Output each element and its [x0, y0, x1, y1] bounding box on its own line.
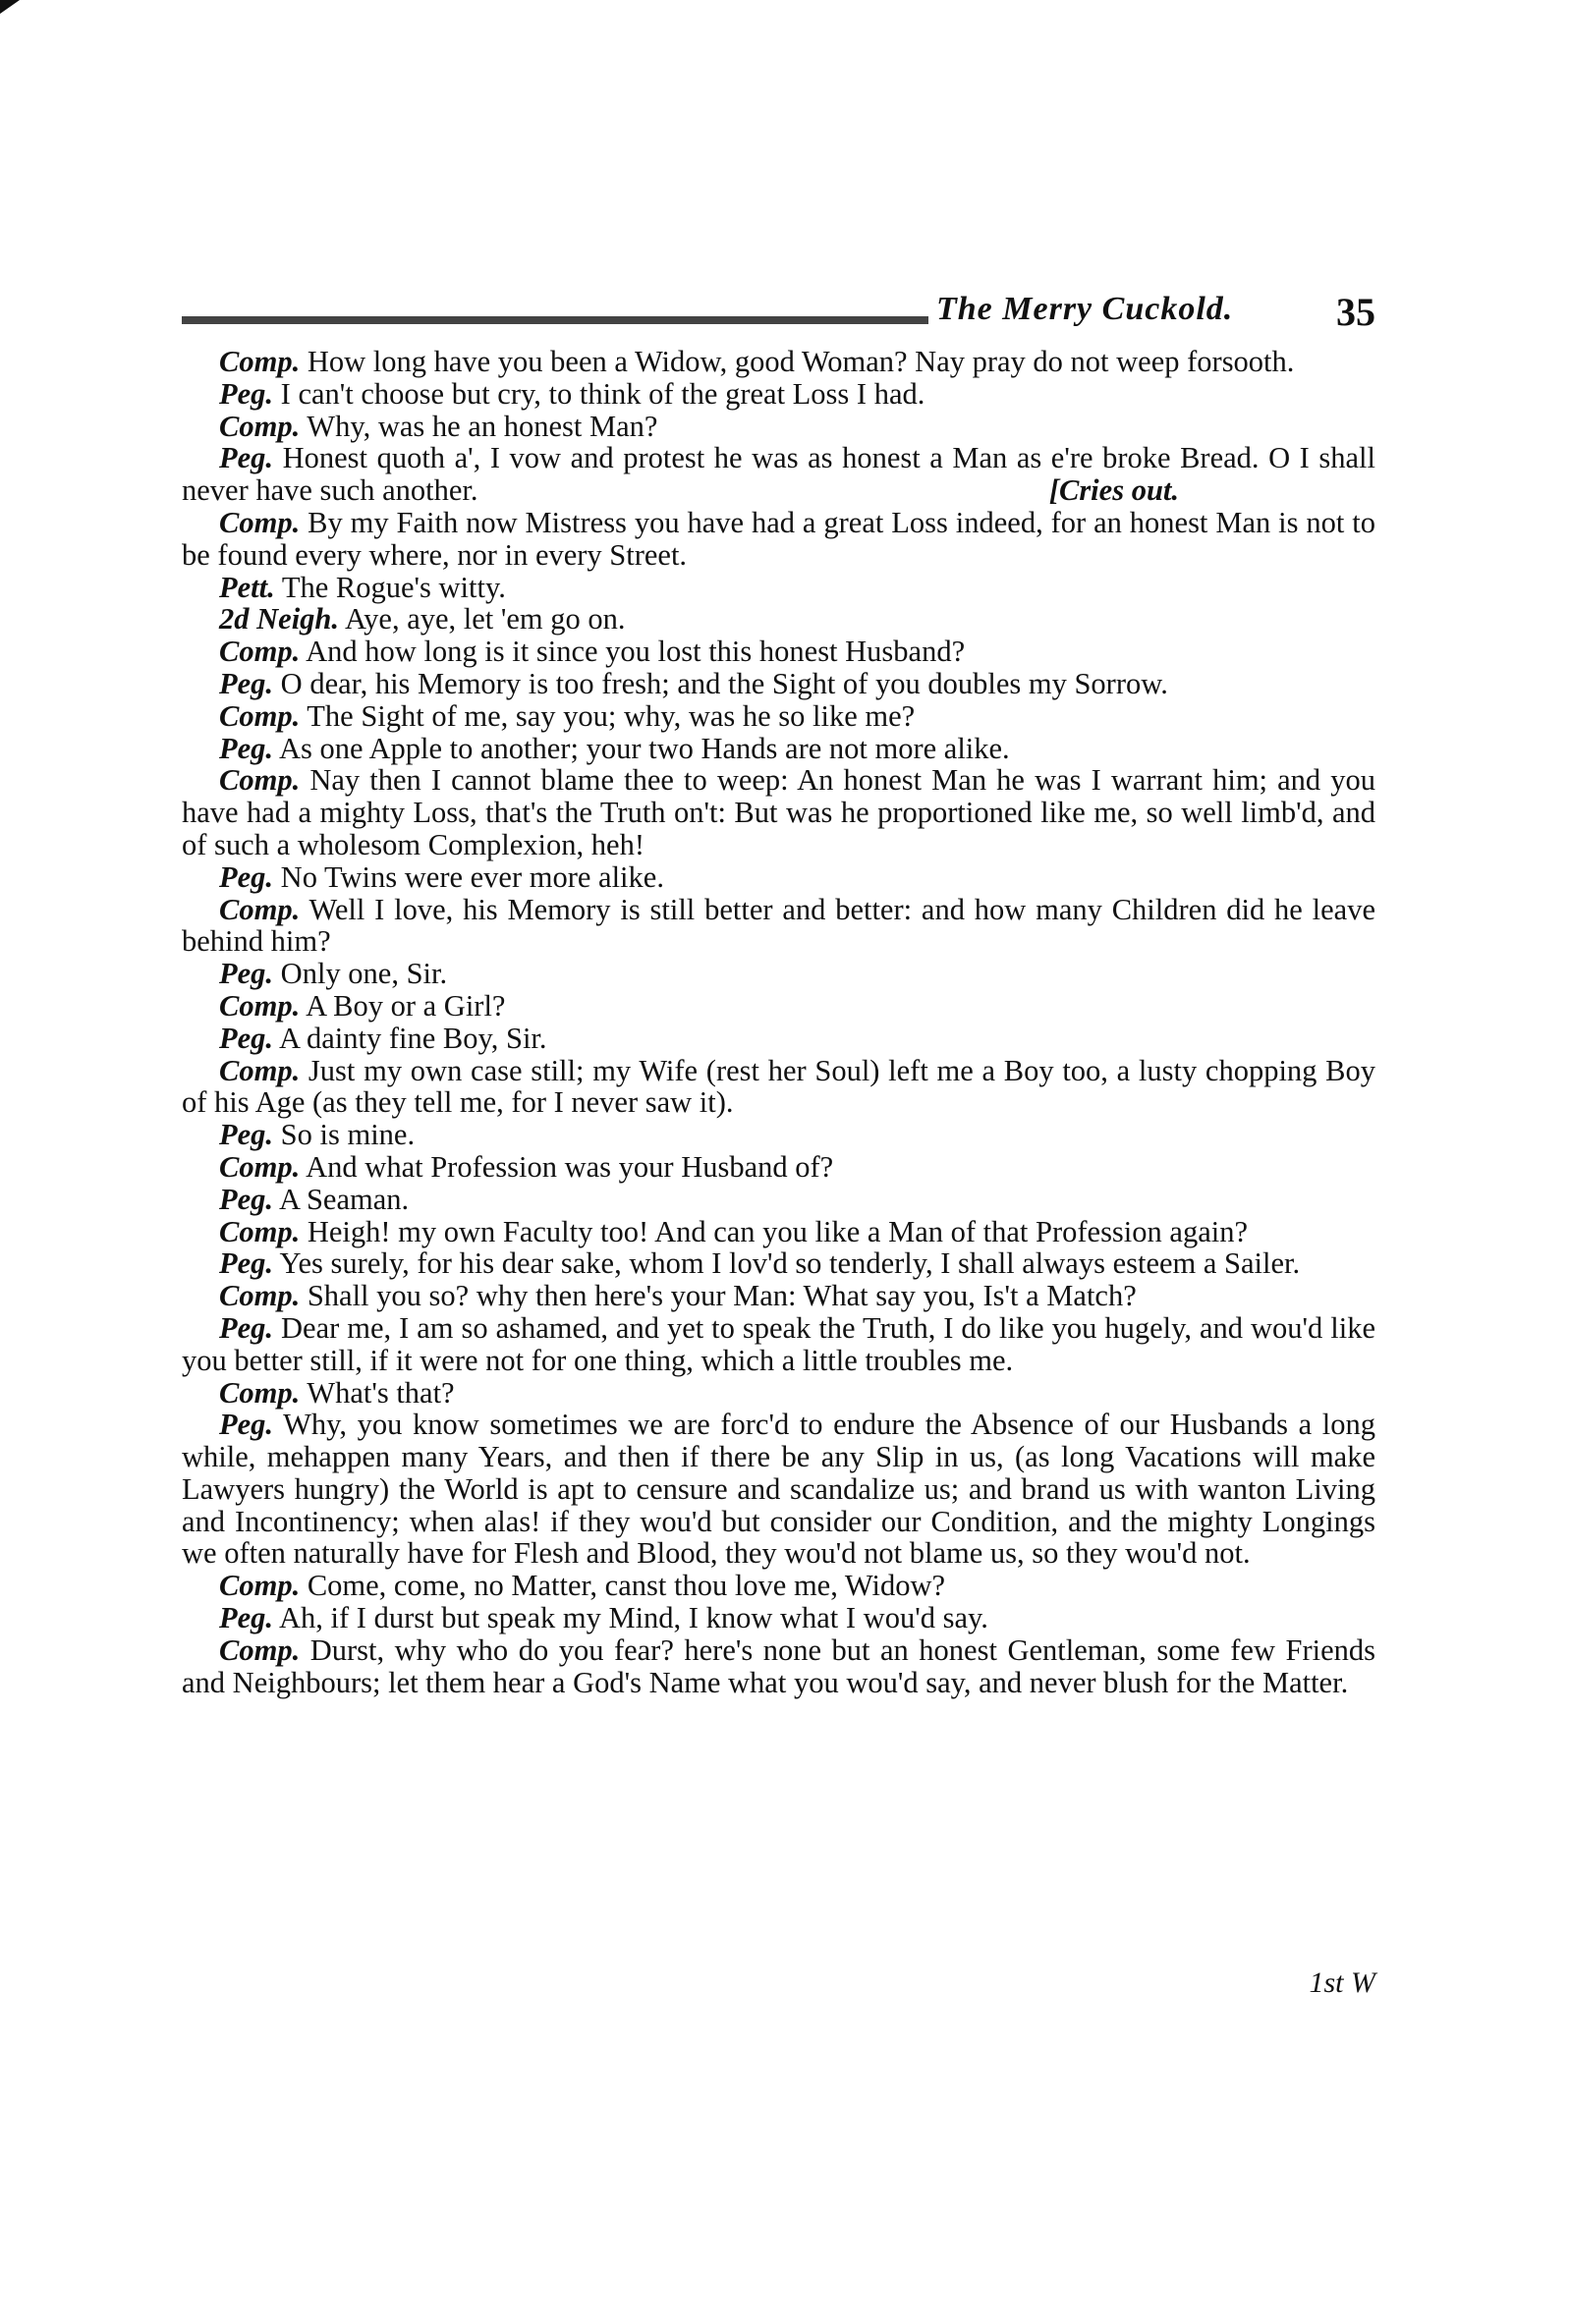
- dialogue-line: [182, 1184, 1375, 1216]
- speaker-name: Peg.: [219, 957, 274, 991]
- speech-text: A dainty fine Boy, Sir.: [279, 1021, 547, 1055]
- dialogue-body: [182, 346, 1375, 1698]
- speech-text: Aye, aye, let 'em go on.: [344, 602, 626, 636]
- dialogue-line: [182, 958, 1375, 990]
- dialogue-line: [182, 894, 1375, 959]
- speech-text: And how long is it since you lost this honest Husband?: [306, 635, 966, 669]
- speaker-name: Peg.: [219, 441, 274, 475]
- speaker-name: Peg.: [219, 1182, 274, 1216]
- speech-text: Come, come, no Matter, canst thou love me, Widow?: [307, 1569, 946, 1603]
- speech-text: What's that?: [307, 1375, 455, 1410]
- speech-text: A Seaman.: [279, 1182, 410, 1216]
- speech-text: Dear me, I am so ashamed, and yet to speak the Truth, I do like you hugely, and wou'd like you better still, if it were not for one thing, which a little troubles me.: [182, 1310, 1376, 1377]
- speaker-name: Peg.: [219, 859, 274, 894]
- dialogue-line: [182, 636, 1375, 668]
- speaker-name: Comp.: [219, 1053, 301, 1087]
- dialogue-line: [182, 507, 1375, 572]
- dialogue-line: [182, 378, 1375, 411]
- speech-text: Heigh! my own Faculty too! And can you like a Man of that Profession again?: [307, 1214, 1248, 1248]
- speech-text: No Twins were ever more alike.: [280, 859, 664, 894]
- speaker-name: Peg.: [219, 1601, 274, 1635]
- page-number: 35: [1336, 290, 1375, 334]
- dialogue-line: [182, 1119, 1375, 1151]
- speech-text: O dear, his Memory is too fresh; and the Sight of you doubles my Sorrow.: [280, 666, 1168, 700]
- dialogue-line: [182, 442, 1375, 507]
- speaker-name: Comp.: [219, 1279, 301, 1313]
- speaker-name: Comp.: [219, 1632, 301, 1667]
- dialogue-line: [182, 1312, 1375, 1377]
- dialogue-line: [182, 700, 1375, 733]
- speech-text: The Rogue's witty.: [281, 570, 506, 604]
- speaker-name: Peg.: [219, 1310, 274, 1345]
- speech-text: The Sight of me, say you; why, was he so like me?: [307, 698, 916, 733]
- speech-text: By my Faith now Mistress you have had a great Loss indeed, for an honest Man is not to be found every where, nor in every Street.: [182, 505, 1375, 572]
- speaker-name: Pett.: [219, 570, 275, 604]
- speaker-name: Comp.: [219, 1214, 301, 1248]
- dialogue-line: [182, 572, 1375, 604]
- speech-text: A Boy or a Girl?: [306, 988, 506, 1023]
- speech-text: Shall you so? why then here's your Man: What say you, Is't a Match?: [307, 1279, 1137, 1313]
- book-page: [182, 0, 1375, 2324]
- speaker-name: Comp.: [219, 1149, 301, 1184]
- speaker-name: Peg.: [219, 1118, 274, 1152]
- speaker-name: Peg.: [219, 666, 274, 700]
- speech-text: Why, was he an honest Man?: [307, 409, 658, 443]
- speech-text: Yes surely, for his dear sake, whom I lov'd so tenderly, I shall always esteem a Sailer.: [279, 1246, 1301, 1281]
- speaker-name: Comp.: [219, 698, 301, 733]
- speaker-name: Peg.: [219, 1408, 274, 1442]
- dialogue-line: [182, 1280, 1375, 1312]
- dialogue-line: [182, 411, 1375, 443]
- speaker-name: Peg.: [219, 376, 274, 411]
- dialogue-line: [182, 1151, 1375, 1184]
- dialogue-line: [182, 733, 1375, 765]
- dialogue-line: [182, 668, 1375, 700]
- dialogue-line: [182, 990, 1375, 1023]
- speaker-name: Comp.: [219, 892, 301, 926]
- dialogue-line: [182, 1377, 1375, 1410]
- speech-text: So is mine.: [280, 1118, 416, 1152]
- speech-text: Durst, why who do you fear? here's none but an honest Gentleman, some few Friends and Neighbours; let them hear a God's Name what you wou'd say, and never blush for the Matter.: [182, 1632, 1375, 1699]
- speech-text: Honest quoth a', I vow and protest he was as honest a Man as e're broke Bread. O I shall never have such another.: [182, 441, 1375, 508]
- speech-text: Ah, if I durst but speak my Mind, I know what I wou'd say.: [279, 1601, 988, 1635]
- running-head: [182, 290, 1375, 344]
- speaker-name: Peg.: [219, 731, 274, 765]
- speech-text: How long have you been a Widow, good Woman? Nay pray do not weep forsooth.: [307, 345, 1295, 378]
- dialogue-line: [182, 861, 1375, 894]
- dialogue-line: [182, 1216, 1375, 1248]
- speaker-name: Peg.: [219, 1246, 274, 1281]
- speech-text: Why, you know sometimes we are forc'd to endure the Absence of our Husbands a long while, mehappen many Years, and then if there be any Slip in us, (as long Vacations will make Lawyers hungry) the World is apt to censure and scandalize us; and brand us with wanton Living and Incontinency; when alas! if they wou'd but consider our Condition, and the mighty Longings we often naturally have for Flesh and Blood, they wou'd not blame us, so they wou'd not.: [182, 1408, 1375, 1571]
- dialogue-line: [182, 346, 1375, 378]
- dialogue-line: [182, 603, 1375, 636]
- running-title: The Merry Cuckold.: [928, 291, 1241, 328]
- dialogue-line: [182, 1055, 1375, 1120]
- speaker-name: Comp.: [219, 345, 301, 378]
- speech-text: Only one, Sir.: [280, 957, 448, 991]
- dialogue-line: [182, 1409, 1375, 1570]
- speech-text: As one Apple to another; your two Hands are not more alike.: [279, 731, 1010, 765]
- speaker-name: Peg.: [219, 1021, 274, 1055]
- corner-print-mark: [0, 0, 20, 14]
- dialogue-line: [182, 1247, 1375, 1280]
- speaker-name: Comp.: [219, 1569, 301, 1603]
- speaker-name: 2d Neigh.: [219, 602, 339, 636]
- speaker-name: Comp.: [219, 409, 301, 443]
- speech-text: I can't choose but cry, to think of the great Loss I had.: [280, 376, 925, 411]
- stage-direction: [Cries out.: [1048, 473, 1179, 508]
- dialogue-line: [182, 1570, 1375, 1602]
- speaker-name: Comp.: [219, 635, 301, 669]
- speaker-name: Comp.: [219, 1375, 301, 1410]
- dialogue-line: [182, 1634, 1375, 1699]
- speech-text: Well I love, his Memory is still better and better: and how many Children did he leave behind him?: [182, 892, 1376, 959]
- catchword: 1st W: [1309, 1966, 1375, 1999]
- speaker-name: Comp.: [219, 988, 301, 1023]
- speech-text: Nay then I cannot blame thee to weep: An honest Man he was I warrant him; and you have had a mighty Loss, that's the Truth on't: But was he proportioned like me, so well limb'd, and of such a wholesom Complexion, heh!: [182, 763, 1375, 861]
- dialogue-line: [182, 764, 1375, 860]
- dialogue-line: [182, 1602, 1375, 1634]
- speaker-name: Comp.: [219, 763, 301, 798]
- speech-text: And what Profession was your Husband of?: [306, 1149, 834, 1184]
- speaker-name: Comp.: [219, 505, 301, 539]
- dialogue-line: [182, 1023, 1375, 1055]
- speech-text: Just my own case still; my Wife (rest her Soul) left me a Boy too, a lusty chopping Boy of his Age (as they tell me, for I never saw it).: [182, 1053, 1375, 1120]
